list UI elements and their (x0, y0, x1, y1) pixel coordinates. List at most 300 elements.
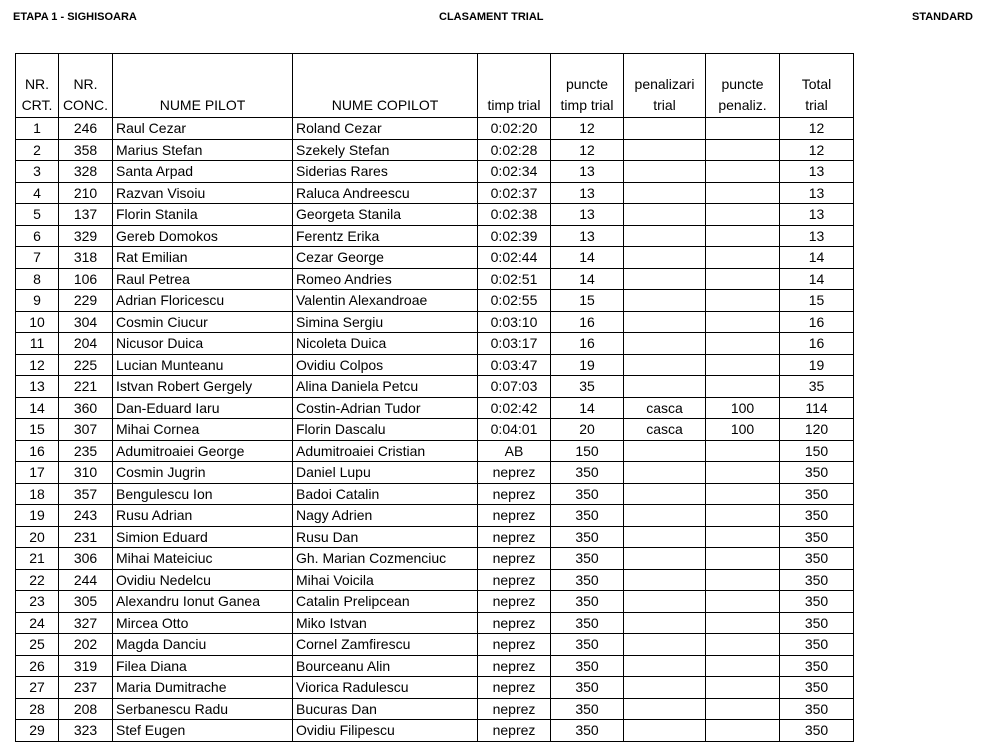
cell-puncte-timp: 350 (551, 548, 624, 570)
col-total-trial: Total trial (780, 54, 854, 118)
cell-copilot: Georgeta Stanila (293, 204, 478, 226)
table-row (16, 118, 854, 140)
cell-nr-conc: 244 (59, 569, 113, 591)
cell-puncte-timp: 13 (551, 204, 624, 226)
table-row (16, 462, 854, 484)
cell-copilot: Mihai Voicila (293, 569, 478, 591)
cell-penalizari (624, 591, 706, 613)
cell-puncte-penaliz (706, 182, 780, 204)
cell-puncte-penaliz (706, 698, 780, 720)
cell-total-trial: 350 (780, 720, 854, 742)
cell-pilot: Magda Danciu (113, 634, 293, 656)
cell-pilot: Stef Eugen (113, 720, 293, 742)
cell-nr-conc: 243 (59, 505, 113, 527)
cell-pilot: Maria Dumitrache (113, 677, 293, 699)
cell-penalizari (624, 569, 706, 591)
cell-puncte-penaliz (706, 591, 780, 613)
cell-puncte-timp: 350 (551, 462, 624, 484)
cell-puncte-penaliz (706, 634, 780, 656)
cell-copilot: Gh. Marian Cozmenciuc (293, 548, 478, 570)
table-row (16, 655, 854, 677)
cell-copilot: Romeo Andries (293, 268, 478, 290)
cell-puncte-timp: 13 (551, 161, 624, 183)
cell-total-trial: 350 (780, 548, 854, 570)
cell-pilot: Ovidiu Nedelcu (113, 569, 293, 591)
cell-puncte-timp: 19 (551, 354, 624, 376)
cell-nr-conc: 106 (59, 268, 113, 290)
cell-total-trial: 350 (780, 462, 854, 484)
cell-total-trial: 16 (780, 311, 854, 333)
cell-penalizari (624, 182, 706, 204)
cell-nr-crt: 12 (16, 354, 59, 376)
table-row (16, 161, 854, 183)
cell-puncte-timp: 14 (551, 247, 624, 269)
table-row (16, 139, 854, 161)
table-row (16, 677, 854, 699)
cell-puncte-timp: 35 (551, 376, 624, 398)
cell-nr-conc: 237 (59, 677, 113, 699)
cell-nr-conc: 306 (59, 548, 113, 570)
cell-nr-crt: 19 (16, 505, 59, 527)
cell-total-trial: 350 (780, 655, 854, 677)
col-nr-crt: NR. CRT. (16, 54, 59, 118)
cell-puncte-penaliz (706, 376, 780, 398)
cell-timp-trial: 0:03:47 (478, 354, 551, 376)
cell-penalizari (624, 483, 706, 505)
cell-pilot: Serbanescu Radu (113, 698, 293, 720)
cell-nr-conc: 304 (59, 311, 113, 333)
cell-penalizari (624, 526, 706, 548)
cell-total-trial: 14 (780, 247, 854, 269)
cell-penalizari (624, 161, 706, 183)
cell-nr-crt: 24 (16, 612, 59, 634)
cell-puncte-timp: 16 (551, 311, 624, 333)
cell-nr-conc: 358 (59, 139, 113, 161)
cell-copilot: Badoi Catalin (293, 483, 478, 505)
cell-total-trial: 350 (780, 505, 854, 527)
cell-timp-trial: neprez (478, 526, 551, 548)
results-table (15, 53, 854, 742)
cell-pilot: Filea Diana (113, 655, 293, 677)
cell-penalizari (624, 612, 706, 634)
cell-nr-conc: 319 (59, 655, 113, 677)
cell-puncte-timp: 15 (551, 290, 624, 312)
cell-nr-crt: 23 (16, 591, 59, 613)
cell-penalizari (624, 290, 706, 312)
cell-penalizari (624, 462, 706, 484)
cell-puncte-timp: 350 (551, 569, 624, 591)
cell-puncte-penaliz (706, 569, 780, 591)
cell-copilot: Ferentz Erika (293, 225, 478, 247)
cell-nr-crt: 14 (16, 397, 59, 419)
cell-puncte-penaliz (706, 225, 780, 247)
cell-timp-trial: neprez (478, 462, 551, 484)
cell-nr-conc: 328 (59, 161, 113, 183)
header-row (16, 54, 854, 118)
cell-pilot: Mihai Mateiciuc (113, 548, 293, 570)
cell-pilot: Alexandru Ionut Ganea (113, 591, 293, 613)
cell-total-trial: 120 (780, 419, 854, 441)
cell-copilot: Ovidiu Colpos (293, 354, 478, 376)
cell-puncte-timp: 350 (551, 526, 624, 548)
cell-total-trial: 12 (780, 118, 854, 140)
cell-nr-crt: 27 (16, 677, 59, 699)
cell-timp-trial: 0:02:37 (478, 182, 551, 204)
table-row (16, 505, 854, 527)
cell-penalizari (624, 354, 706, 376)
cell-penalizari (624, 333, 706, 355)
cell-penalizari: casca (624, 397, 706, 419)
cell-puncte-penaliz (706, 204, 780, 226)
cell-penalizari (624, 376, 706, 398)
cell-puncte-penaliz (706, 333, 780, 355)
col-penalizari: penalizari trial (624, 54, 706, 118)
cell-penalizari (624, 634, 706, 656)
cell-nr-conc: 327 (59, 612, 113, 634)
cell-nr-crt: 9 (16, 290, 59, 312)
cell-pilot: Mihai Cornea (113, 419, 293, 441)
cell-copilot: Costin-Adrian Tudor (293, 397, 478, 419)
cell-pilot: Cosmin Jugrin (113, 462, 293, 484)
cell-total-trial: 350 (780, 634, 854, 656)
cell-copilot: Viorica Radulescu (293, 677, 478, 699)
cell-pilot: Adrian Floricescu (113, 290, 293, 312)
table-row (16, 182, 854, 204)
cell-pilot: Simion Eduard (113, 526, 293, 548)
table-row (16, 311, 854, 333)
cell-total-trial: 350 (780, 483, 854, 505)
cell-copilot: Alina Daniela Petcu (293, 376, 478, 398)
table-row (16, 569, 854, 591)
cell-puncte-timp: 350 (551, 591, 624, 613)
cell-copilot: Szekely Stefan (293, 139, 478, 161)
cell-timp-trial: 0:02:34 (478, 161, 551, 183)
cell-pilot: Razvan Visoiu (113, 182, 293, 204)
cell-nr-conc: 323 (59, 720, 113, 742)
cell-puncte-timp: 12 (551, 118, 624, 140)
cell-total-trial: 150 (780, 440, 854, 462)
cell-penalizari (624, 139, 706, 161)
cell-penalizari (624, 548, 706, 570)
cell-nr-crt: 11 (16, 333, 59, 355)
cell-copilot: Cornel Zamfirescu (293, 634, 478, 656)
cell-timp-trial: neprez (478, 505, 551, 527)
cell-puncte-penaliz: 100 (706, 419, 780, 441)
cell-total-trial: 350 (780, 591, 854, 613)
cell-total-trial: 13 (780, 225, 854, 247)
cell-copilot: Simina Sergiu (293, 311, 478, 333)
cell-total-trial: 13 (780, 182, 854, 204)
cell-pilot: Cosmin Ciucur (113, 311, 293, 333)
table-row (16, 526, 854, 548)
cell-timp-trial: neprez (478, 548, 551, 570)
classification-title: CLASAMENT TRIAL (439, 11, 544, 23)
cell-nr-conc: 246 (59, 118, 113, 140)
cell-copilot: Nicoleta Duica (293, 333, 478, 355)
cell-timp-trial: 0:02:28 (478, 139, 551, 161)
cell-penalizari (624, 677, 706, 699)
cell-nr-conc: 360 (59, 397, 113, 419)
cell-penalizari (624, 204, 706, 226)
cell-timp-trial: neprez (478, 677, 551, 699)
cell-nr-crt: 1 (16, 118, 59, 140)
cell-copilot: Bucuras Dan (293, 698, 478, 720)
cell-pilot: Lucian Munteanu (113, 354, 293, 376)
cell-timp-trial: AB (478, 440, 551, 462)
cell-puncte-timp: 12 (551, 139, 624, 161)
cell-puncte-penaliz (706, 247, 780, 269)
cell-nr-conc: 208 (59, 698, 113, 720)
cell-pilot: Rat Emilian (113, 247, 293, 269)
cell-puncte-penaliz (706, 505, 780, 527)
cell-puncte-timp: 350 (551, 483, 624, 505)
cell-total-trial: 350 (780, 698, 854, 720)
cell-copilot: Ovidiu Filipescu (293, 720, 478, 742)
cell-puncte-penaliz (706, 118, 780, 140)
cell-puncte-timp: 350 (551, 634, 624, 656)
table-row (16, 333, 854, 355)
cell-penalizari (624, 655, 706, 677)
cell-copilot: Cezar George (293, 247, 478, 269)
cell-nr-conc: 221 (59, 376, 113, 398)
cell-total-trial: 16 (780, 333, 854, 355)
cell-pilot: Raul Petrea (113, 268, 293, 290)
cell-nr-conc: 235 (59, 440, 113, 462)
table-row (16, 290, 854, 312)
cell-total-trial: 19 (780, 354, 854, 376)
cell-nr-crt: 7 (16, 247, 59, 269)
cell-total-trial: 350 (780, 526, 854, 548)
table-row (16, 225, 854, 247)
cell-puncte-penaliz (706, 612, 780, 634)
cell-puncte-penaliz (706, 462, 780, 484)
cell-puncte-timp: 16 (551, 333, 624, 355)
cell-nr-conc: 329 (59, 225, 113, 247)
cell-penalizari (624, 247, 706, 269)
cell-puncte-timp: 350 (551, 720, 624, 742)
cell-nr-crt: 26 (16, 655, 59, 677)
cell-timp-trial: neprez (478, 720, 551, 742)
cell-penalizari (624, 440, 706, 462)
cell-penalizari (624, 225, 706, 247)
col-timp-trial: timp trial (478, 54, 551, 118)
cell-nr-crt: 22 (16, 569, 59, 591)
cell-total-trial: 114 (780, 397, 854, 419)
cell-timp-trial: 0:03:10 (478, 311, 551, 333)
cell-nr-crt: 6 (16, 225, 59, 247)
cell-copilot: Miko Istvan (293, 612, 478, 634)
table-row (16, 612, 854, 634)
cell-puncte-penaliz (706, 720, 780, 742)
cell-pilot: Raul Cezar (113, 118, 293, 140)
cell-timp-trial: neprez (478, 612, 551, 634)
cell-pilot: Marius Stefan (113, 139, 293, 161)
class-label: STANDARD (912, 11, 973, 23)
cell-puncte-penaliz (706, 677, 780, 699)
cell-nr-crt: 25 (16, 634, 59, 656)
cell-timp-trial: neprez (478, 698, 551, 720)
table-row (16, 204, 854, 226)
cell-nr-crt: 2 (16, 139, 59, 161)
table-row (16, 720, 854, 742)
table-row (16, 698, 854, 720)
cell-penalizari (624, 505, 706, 527)
cell-nr-crt: 18 (16, 483, 59, 505)
cell-timp-trial: 0:03:17 (478, 333, 551, 355)
cell-nr-crt: 13 (16, 376, 59, 398)
cell-copilot: Bourceanu Alin (293, 655, 478, 677)
cell-puncte-timp: 350 (551, 655, 624, 677)
col-puncte-penaliz: puncte penaliz. (706, 54, 780, 118)
cell-copilot: Siderias Rares (293, 161, 478, 183)
cell-total-trial: 13 (780, 161, 854, 183)
table-row (16, 376, 854, 398)
cell-puncte-timp: 350 (551, 677, 624, 699)
cell-nr-crt: 4 (16, 182, 59, 204)
cell-pilot: Mircea Otto (113, 612, 293, 634)
cell-timp-trial: neprez (478, 634, 551, 656)
cell-copilot: Daniel Lupu (293, 462, 478, 484)
cell-penalizari (624, 118, 706, 140)
cell-copilot: Catalin Prelipcean (293, 591, 478, 613)
cell-puncte-timp: 350 (551, 698, 624, 720)
table-row (16, 419, 854, 441)
cell-timp-trial: neprez (478, 655, 551, 677)
cell-nr-crt: 3 (16, 161, 59, 183)
cell-puncte-timp: 350 (551, 505, 624, 527)
cell-nr-conc: 307 (59, 419, 113, 441)
cell-penalizari: casca (624, 419, 706, 441)
cell-pilot: Nicusor Duica (113, 333, 293, 355)
cell-nr-conc: 202 (59, 634, 113, 656)
cell-nr-crt: 10 (16, 311, 59, 333)
cell-nr-crt: 5 (16, 204, 59, 226)
col-puncte-timp: puncte timp trial (551, 54, 624, 118)
table-row (16, 397, 854, 419)
cell-copilot: Valentin Alexandroae (293, 290, 478, 312)
cell-penalizari (624, 268, 706, 290)
cell-pilot: Adumitroaiei George (113, 440, 293, 462)
cell-puncte-penaliz (706, 548, 780, 570)
col-pilot: NUME PILOT (113, 54, 293, 118)
cell-nr-conc: 310 (59, 462, 113, 484)
cell-nr-crt: 15 (16, 419, 59, 441)
cell-pilot: Dan-Eduard Iaru (113, 397, 293, 419)
cell-timp-trial: neprez (478, 569, 551, 591)
cell-puncte-penaliz: 100 (706, 397, 780, 419)
event-stage-title: ETAPA 1 - SIGHISOARA (13, 11, 137, 23)
cell-nr-conc: 137 (59, 204, 113, 226)
cell-nr-crt: 21 (16, 548, 59, 570)
table-row (16, 591, 854, 613)
cell-pilot: Istvan Robert Gergely (113, 376, 293, 398)
cell-puncte-penaliz (706, 311, 780, 333)
cell-timp-trial: 0:02:39 (478, 225, 551, 247)
cell-nr-conc: 318 (59, 247, 113, 269)
cell-total-trial: 13 (780, 204, 854, 226)
cell-nr-crt: 20 (16, 526, 59, 548)
cell-pilot: Santa Arpad (113, 161, 293, 183)
cell-puncte-timp: 14 (551, 268, 624, 290)
cell-nr-conc: 210 (59, 182, 113, 204)
cell-puncte-penaliz (706, 483, 780, 505)
cell-timp-trial: 0:02:51 (478, 268, 551, 290)
cell-penalizari (624, 698, 706, 720)
cell-pilot: Florin Stanila (113, 204, 293, 226)
cell-nr-crt: 28 (16, 698, 59, 720)
cell-timp-trial: 0:02:20 (478, 118, 551, 140)
cell-total-trial: 14 (780, 268, 854, 290)
cell-puncte-timp: 150 (551, 440, 624, 462)
cell-nr-crt: 17 (16, 462, 59, 484)
col-nr-conc: NR. CONC. (59, 54, 113, 118)
cell-timp-trial: 0:04:01 (478, 419, 551, 441)
cell-copilot: Rusu Dan (293, 526, 478, 548)
table-row (16, 634, 854, 656)
cell-puncte-penaliz (706, 354, 780, 376)
cell-timp-trial: 0:02:38 (478, 204, 551, 226)
cell-total-trial: 350 (780, 612, 854, 634)
cell-nr-conc: 231 (59, 526, 113, 548)
cell-timp-trial: 0:07:03 (478, 376, 551, 398)
table-row (16, 247, 854, 269)
cell-nr-crt: 16 (16, 440, 59, 462)
cell-puncte-timp: 350 (551, 612, 624, 634)
cell-nr-conc: 305 (59, 591, 113, 613)
cell-total-trial: 35 (780, 376, 854, 398)
cell-copilot: Nagy Adrien (293, 505, 478, 527)
cell-puncte-timp: 20 (551, 419, 624, 441)
cell-puncte-penaliz (706, 139, 780, 161)
cell-puncte-penaliz (706, 268, 780, 290)
cell-total-trial: 15 (780, 290, 854, 312)
cell-timp-trial: neprez (478, 483, 551, 505)
cell-nr-crt: 8 (16, 268, 59, 290)
cell-penalizari (624, 720, 706, 742)
cell-puncte-penaliz (706, 161, 780, 183)
col-copilot: NUME COPILOT (293, 54, 478, 118)
cell-puncte-penaliz (706, 440, 780, 462)
cell-nr-conc: 357 (59, 483, 113, 505)
cell-copilot: Florin Dascalu (293, 419, 478, 441)
cell-pilot: Gereb Domokos (113, 225, 293, 247)
cell-total-trial: 350 (780, 569, 854, 591)
cell-timp-trial: 0:02:42 (478, 397, 551, 419)
cell-timp-trial: 0:02:55 (478, 290, 551, 312)
cell-puncte-penaliz (706, 655, 780, 677)
cell-pilot: Bengulescu Ion (113, 483, 293, 505)
table-row (16, 548, 854, 570)
cell-puncte-penaliz (706, 526, 780, 548)
cell-timp-trial: 0:02:44 (478, 247, 551, 269)
cell-pilot: Rusu Adrian (113, 505, 293, 527)
cell-puncte-timp: 13 (551, 182, 624, 204)
cell-nr-crt: 29 (16, 720, 59, 742)
cell-nr-conc: 229 (59, 290, 113, 312)
table-row (16, 440, 854, 462)
table-row (16, 483, 854, 505)
cell-copilot: Raluca Andreescu (293, 182, 478, 204)
cell-puncte-penaliz (706, 290, 780, 312)
cell-copilot: Roland Cezar (293, 118, 478, 140)
cell-nr-conc: 204 (59, 333, 113, 355)
cell-penalizari (624, 311, 706, 333)
cell-total-trial: 12 (780, 139, 854, 161)
cell-puncte-timp: 14 (551, 397, 624, 419)
cell-nr-conc: 225 (59, 354, 113, 376)
table-row (16, 354, 854, 376)
cell-total-trial: 350 (780, 677, 854, 699)
